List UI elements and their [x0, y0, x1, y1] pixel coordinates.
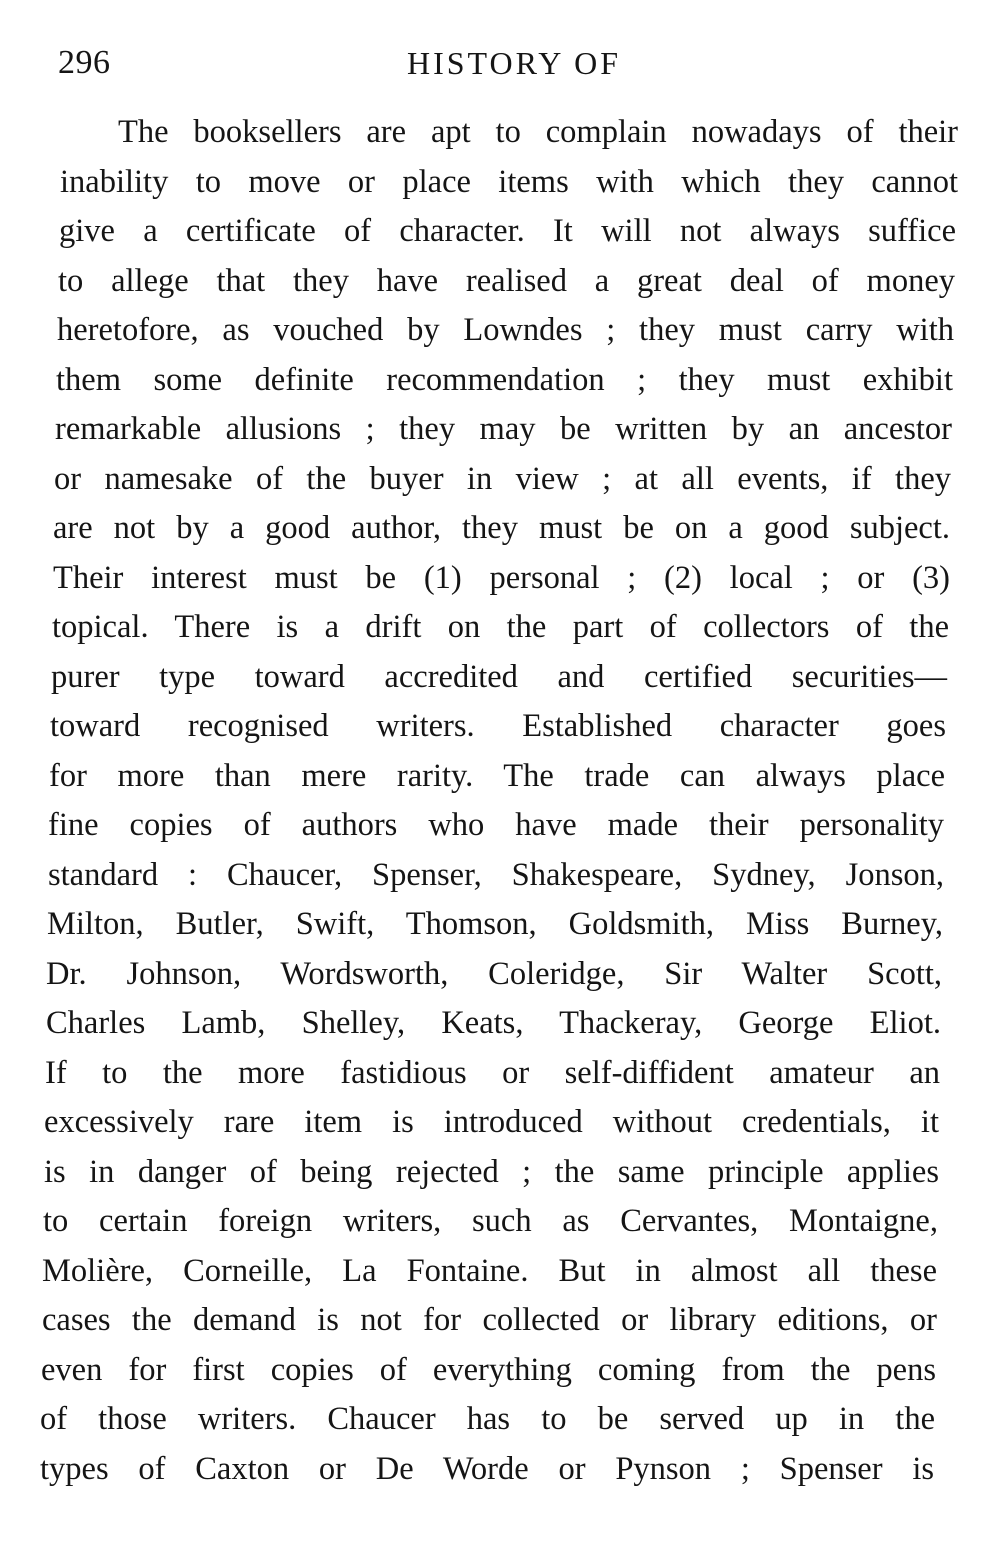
running-title: HISTORY OF: [406, 45, 622, 81]
text-line: Dr. Johnson, Wordsworth, Coleridge, Sir Walter Scott,: [46, 956, 942, 992]
page-number: 296: [58, 44, 111, 81]
text-line: to certain foreign writers, such as Cervantes, Montaigne,: [43, 1203, 938, 1239]
text-line: or namesake of the buyer in view ; at all events, if they: [54, 461, 951, 497]
text-line: types of Caxton or De Worde or Pynson ; Spenser is: [40, 1451, 934, 1487]
text-line: topical. There is a drift on the part of collectors of the: [52, 609, 949, 645]
text-line: for more than mere rarity. The trade can always place: [49, 758, 945, 794]
text-line: give a certificate of character. It will not always suffice: [59, 213, 956, 249]
text-line: inability to move or place items with which they cannot: [60, 164, 958, 200]
text-line: standard : Chaucer, Spenser, Shakespeare, Sydney, Jonson,: [48, 857, 944, 893]
text-line: purer type toward accredited and certified securities—: [51, 659, 947, 695]
text-line: fine copies of authors who have made their personality: [48, 807, 944, 843]
text-line: cases the demand is not for collected or library editions, or: [42, 1302, 937, 1338]
text-line: them some definite recommendation ; they must exhibit: [56, 362, 953, 398]
text-line: toward recognised writers. Established character goes: [50, 708, 946, 744]
text-line: The booksellers are apt to complain nowadays of their: [118, 114, 958, 150]
text-line: Milton, Butler, Swift, Thomson, Goldsmith, Miss Burney,: [47, 906, 943, 942]
text-line: is in danger of being rejected ; the same principle applies: [44, 1154, 939, 1190]
text-line: If to the more fastidious or self-diffident amateur an: [45, 1055, 940, 1091]
text-line: to allege that they have realised a great deal of money: [58, 263, 955, 299]
text-line: are not by a good author, they must be on a good subject.: [53, 510, 950, 546]
text-line: Charles Lamb, Shelley, Keats, Thackeray, George Eliot.: [46, 1005, 941, 1041]
text-line: Molière, Corneille, La Fontaine. But in almost all these: [42, 1253, 937, 1289]
text-line: remarkable allusions ; they may be written by an ancestor: [55, 411, 952, 447]
text-line: Their interest must be (1) personal ; (2) local ; or (3): [53, 560, 950, 596]
text-line: even for first copies of everything coming from the pens: [41, 1352, 936, 1388]
text-line: of those writers. Chaucer has to be served up in the: [40, 1401, 935, 1437]
text-line: heretofore, as vouched by Lowndes ; they must carry with: [57, 312, 954, 348]
running-head: [58, 38, 958, 88]
text-line: excessively rare item is introduced without credentials, it: [44, 1104, 939, 1140]
